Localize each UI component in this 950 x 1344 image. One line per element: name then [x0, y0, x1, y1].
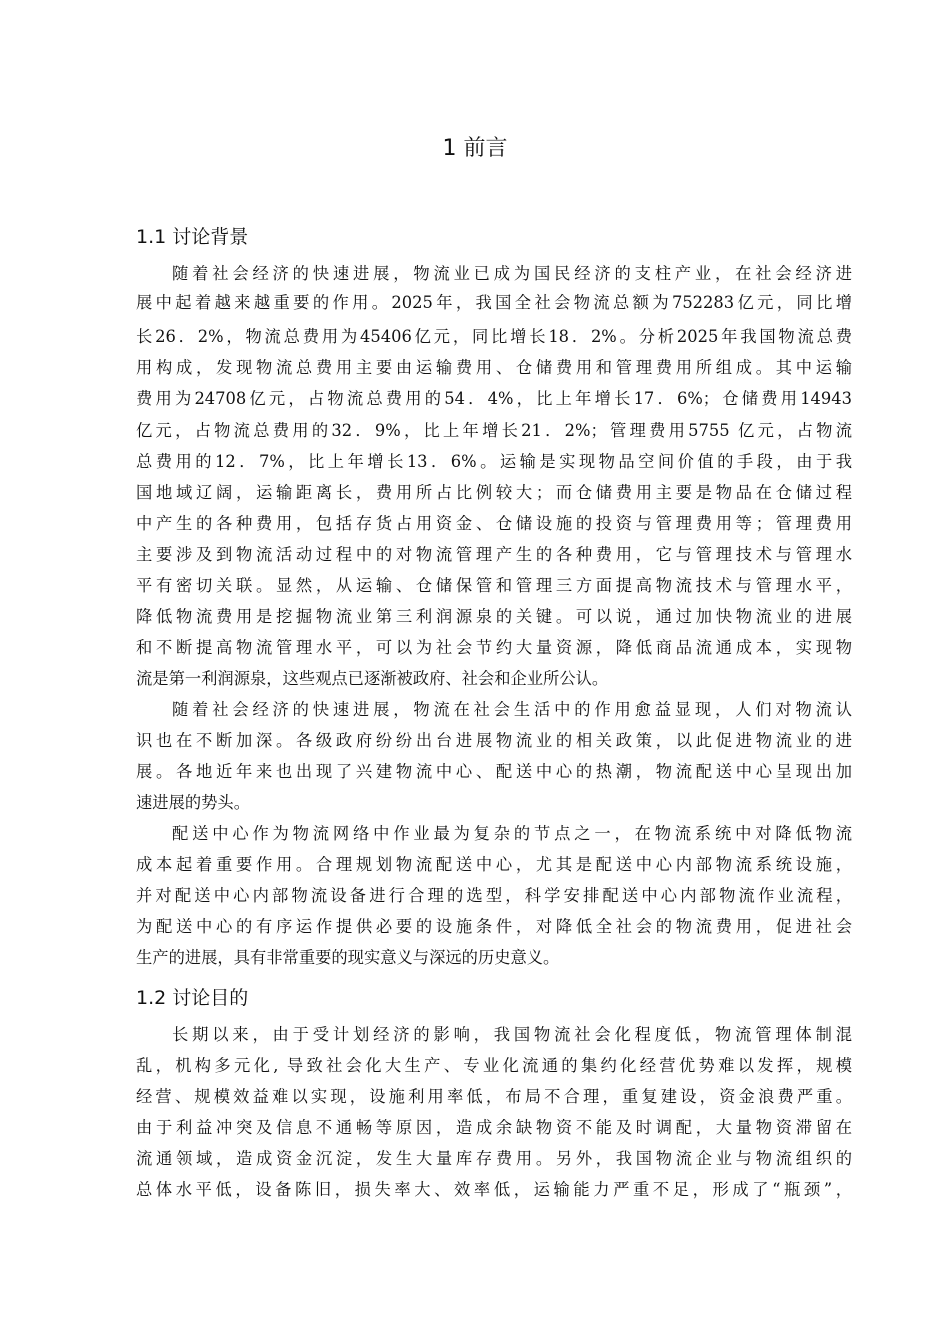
paragraph-line: 用构成，发现物流总费用主要由运输费用、仓储费用和管理费用所组成。其中运输: [136, 358, 852, 377]
paragraph-line: 随着社会经济的快速进展，物流在社会生活中的作用愈益显现，人们对物流认: [172, 700, 852, 719]
paragraph-line: 随着社会经济的快速进展，物流业已成为国民经济的支柱产业，在社会经济进: [172, 264, 852, 283]
paragraph-line: 费用为24708亿元，占物流总费用的54．4%，比上年增长17．6%；仓储费用14943: [136, 389, 852, 408]
paragraph-line: 识也在不断加深。各级政府纷纷出台进展物流业的相关政策，以此促进物流业的进: [136, 731, 852, 750]
section-title-1-1: 1.1 讨论背景: [136, 226, 249, 248]
paragraph-line: 长期以来，由于受计划经济的影响，我国物流社会化程度低，物流管理体制混: [172, 1025, 852, 1044]
paragraph-line: 亿元，占物流总费用的32．9%，比上年增长21．2%；管理费用5755 亿元，占物流: [136, 421, 852, 440]
paragraph-line: 中产生的各种费用，包括存货占用资金、仓储设施的投资与管理费用等；管理费用: [136, 514, 852, 533]
paragraph-line: 长26．2%，物流总费用为45406亿元，同比增长18．2%。分析2025年我国物流总费: [136, 327, 852, 346]
paragraph-line: 流通领域，造成资金沉淀，发生大量库存费用。另外，我国物流企业与物流组织的: [136, 1149, 852, 1168]
paragraph-line: 流是第一利润源泉，这些观点已逐渐被政府、社会和企业所公认。: [136, 669, 609, 688]
paragraph-line: 配送中心作为物流网络中作业最为复杂的节点之一，在物流系统中对降低物流: [172, 824, 852, 843]
paragraph-line: 乱，机构多元化, 导致社会化大生产、专业化流通的集约化经营优势难以发挥，规模: [136, 1056, 852, 1075]
paragraph-line: 展。各地近年来也出现了兴建物流中心、配送中心的热潮，物流配送中心呈现出加: [136, 762, 852, 781]
paragraph-line: 为配送中心的有序运作提供必要的设施条件，对降低全社会的物流费用，促进社会: [136, 917, 852, 936]
paragraph-line: 总体水平低，设备陈旧，损失率大、效率低，运输能力严重不足，形成了“瓶颈”，: [136, 1180, 852, 1199]
paragraph-line: 总费用的12．7%，比上年增长13．6%。运输是实现物品空间价值的手段，由于我: [136, 452, 852, 471]
paragraph-line: 并对配送中心内部物流设备进行合理的选型，科学安排配送中心内部物流作业流程，: [136, 886, 852, 905]
paragraph-line: 降低物流费用是挖掘物流业第三利润源泉的关键。可以说，通过加快物流业的进展: [136, 607, 852, 626]
paragraph-line: 展中起着越来越重要的作用。2025年，我国全社会物流总额为752283亿元，同比增: [136, 293, 852, 312]
paragraph-line: 成本起着重要作用。合理规划物流配送中心，尤其是配送中心内部物流系统设施，: [136, 855, 852, 874]
paragraph-line: 经营、规模效益难以实现，设施利用率低，布局不合理，重复建设，资金浪费严重。: [136, 1087, 852, 1106]
paragraph-line: 主要涉及到物流活动过程中的对物流管理产生的各种费用，它与管理技术与管理水: [136, 545, 852, 564]
chapter-title: 1 前言: [442, 136, 508, 161]
paragraph-line: 和不断提高物流管理水平，可以为社会节约大量资源，降低商品流通成本，实现物: [136, 638, 852, 657]
paragraph-line: 生产的进展，具有非常重要的现实意义与深远的历史意义。: [136, 948, 560, 967]
paragraph-line: 国地域辽阔，运输距离长，费用所占比例较大；而仓储费用主要是物品在仓储过程: [136, 483, 852, 502]
paragraph-line: 平有密切关联。显然，从运输、仓储保管和管理三方面提高物流技术与管理水平，: [136, 576, 852, 595]
paragraph-line: 速进展的势头。: [136, 793, 250, 812]
paragraph-line: 由于利益冲突及信息不通畅等原因，造成余缺物资不能及时调配，大量物资滞留在: [136, 1118, 852, 1137]
section-title-1-2: 1.2 讨论目的: [136, 987, 249, 1009]
